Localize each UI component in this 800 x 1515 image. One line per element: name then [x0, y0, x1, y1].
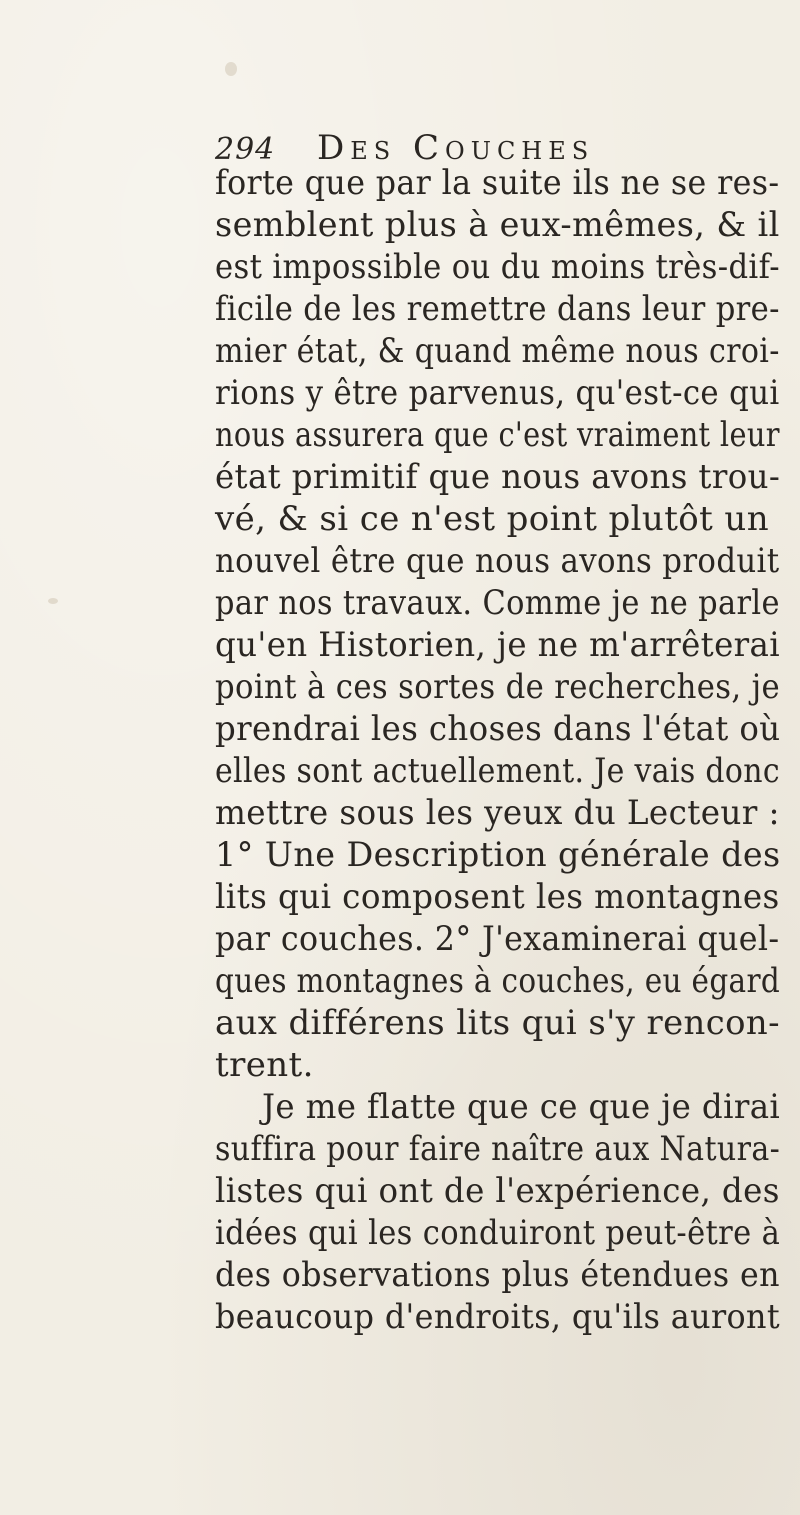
text-line: ficile de les remettre dans leur pre- [215, 289, 780, 329]
text-line: vé, & si ce n'est point plutôt un [215, 499, 770, 539]
text-line: listes qui ont de l'expérience, des [215, 1171, 780, 1211]
text-line: mier état, & quand même nous croi- [215, 331, 780, 371]
text-line: point à ces sortes de recherches, je [215, 667, 781, 707]
text-line: qu'en Historien, je ne m'arrêterai [215, 625, 781, 665]
text-line: beaucoup d'endroits, qu'ils auront [215, 1297, 781, 1337]
text-line: nouvel être que nous avons produit [215, 541, 780, 581]
text-line: ques montagnes à couches, eu égard [215, 961, 781, 1001]
text-line: des observations plus étendues en [215, 1255, 780, 1295]
text-line: est impossible ou du moins très-dif- [215, 247, 780, 287]
text-line: nous assurera que c'est vraiment leur [215, 415, 780, 455]
text-line: elles sont actuellement. Je vais donc [215, 751, 781, 791]
text-line: semblent plus à eux-mêmes, & il [215, 205, 780, 245]
text-line: prendrai les choses dans l'état où [215, 709, 781, 749]
text-line: par couches. 2° J'examinerai quel- [215, 919, 780, 959]
text-line: par nos travaux. Comme je ne parle [215, 583, 780, 623]
text-line: aux différens lits qui s'y rencon- [215, 1003, 780, 1043]
text-line: état primitif que nous avons trou- [215, 457, 781, 497]
text-line: Je me flatte que ce que je dirai [262, 1087, 781, 1127]
text-line: mettre sous les yeux du Lecteur : [215, 793, 780, 833]
text-line: trent. [215, 1045, 314, 1085]
text-line: rions y être parvenus, qu'est-ce qui [215, 373, 780, 413]
text-line: 1° Une Description générale des [215, 835, 781, 875]
text-line: lits qui composent les montagnes [215, 877, 780, 917]
page-number: 294 [215, 132, 276, 167]
running-title: Des Couches [317, 128, 595, 168]
text-line: suffira pour faire naître aux Natura- [215, 1129, 781, 1169]
text-line: forte que par la suite ils ne se res- [215, 163, 780, 203]
text-line: idées qui les conduiront peut-être à [215, 1213, 781, 1253]
